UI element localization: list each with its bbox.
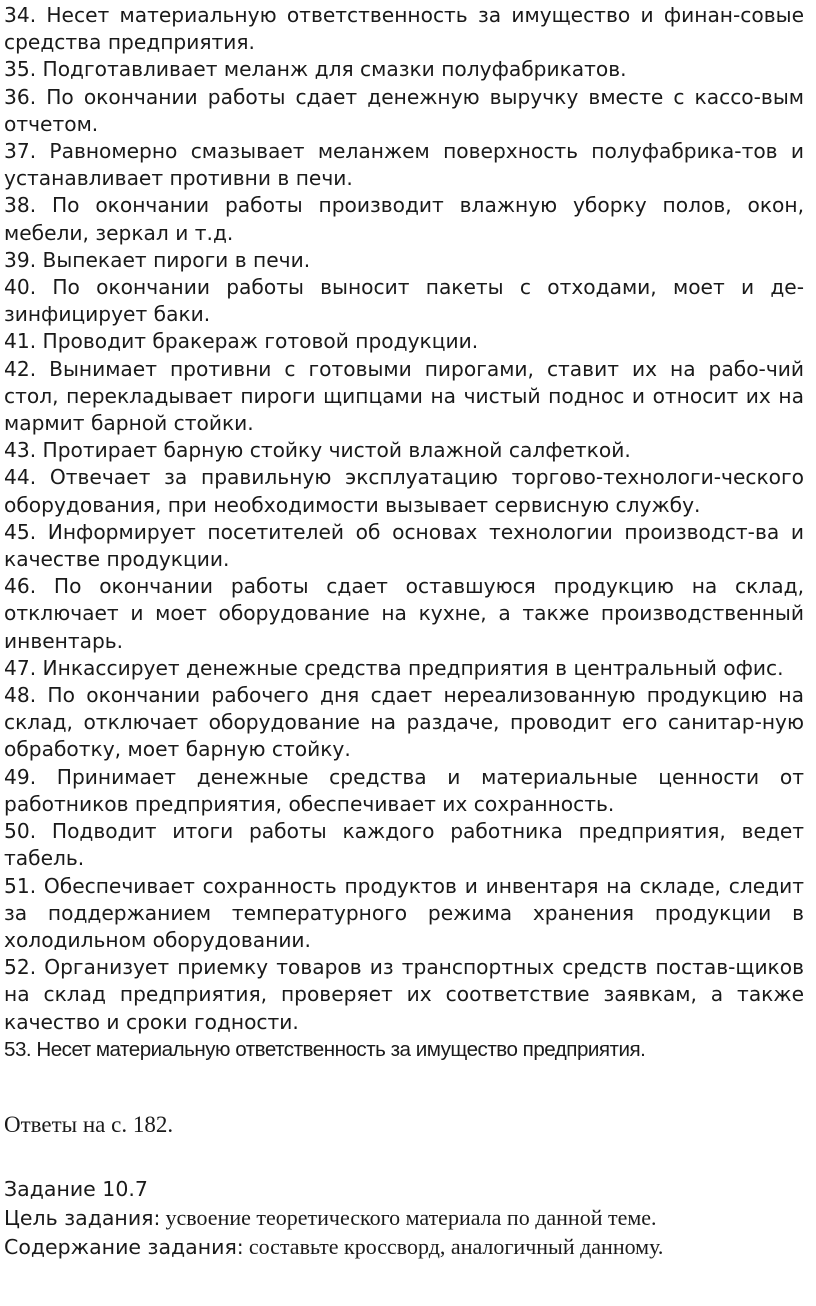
task-content-label: Содержание задания: bbox=[4, 1235, 244, 1259]
list-item: 36. По окончании работы сдает денежную выручку вместе с кассо-вым отчетом. bbox=[4, 84, 804, 136]
task-title: Задание 10.7 bbox=[4, 1177, 148, 1201]
list-item: 34. Несет материальную ответственность за имущество и финан-совые средства предприятия. bbox=[4, 3, 804, 55]
task-content-text: составьте кроссворд, аналогичный данному. bbox=[248, 1234, 664, 1259]
list-item: 40. По окончании работы выносит пакеты с отходами, моет и де-зинфицирует баки. bbox=[4, 275, 804, 327]
list-item: 45. Информирует посетителей об основах технологии производст-ва и качестве продукции. bbox=[4, 519, 804, 572]
list-item: 53. Несет материальную ответственность за имущество предприятия. bbox=[4, 1037, 646, 1061]
list-item: 37. Равномерно смазывает меланжем поверхность полуфабрика-тов и устанавливает противни в печи. bbox=[4, 139, 804, 191]
list-item: 50. Подводит итоги работы каждого работника предприятия, ведет табель. bbox=[4, 819, 804, 871]
list-item: 51. Обеспечивает сохранность продуктов и инвентаря на складе, следит за поддержанием температурного режима хранения продукции в холодильном оборудовании. bbox=[4, 873, 804, 952]
task-block bbox=[4, 1175, 804, 1263]
list-item: 43. Протирает барную стойку чистой влажной салфеткой. bbox=[4, 438, 631, 463]
answers-reference: Ответы на с. 182. bbox=[4, 1112, 174, 1137]
list-item: 38. По окончании работы производит влажную уборку полов, окон, мебели, зеркал и т.д. bbox=[4, 193, 804, 245]
task-goal bbox=[4, 1204, 804, 1234]
list-item: 39. Выпекает пироги в печи. bbox=[4, 247, 311, 272]
list-item: 47. Инкассирует денежные средства предприятия в центральный офис. bbox=[4, 655, 784, 680]
list-item: 44. Отвечает за правильную эксплуатацию торгово-технологи-ческого оборудования, при необходимости вызывает сервисную службу. bbox=[4, 465, 804, 517]
list-item: 35. Подготавливает меланж для смазки полуфабрикатов. bbox=[4, 57, 627, 82]
list-item: 46. По окончании работы сдает оставшуюся продукцию на склад, отключает и моет оборудование на кухне, а также производственный инвентарь. bbox=[4, 574, 804, 653]
list-item: 48. По окончании рабочего дня сдает нереализованную продукцию на склад, отключает оборудование на раздаче, проводит его санитар-ную обработку, моет барную стойку. bbox=[4, 683, 804, 762]
list-item: 52. Организует приемку товаров из транспортных средств постав-щиков на склад предприятия, проверяет их соответствие заявкам, а также качество и сроки годности. bbox=[4, 955, 804, 1034]
list-item: 41. Проводит бракераж готовой продукции. bbox=[4, 329, 479, 354]
duties-list bbox=[4, 2, 804, 1063]
task-content bbox=[4, 1233, 804, 1263]
list-item: 49. Принимает денежные средства и материальные ценности от работников предприятия, обеспечивает их сохранность. bbox=[4, 764, 804, 816]
list-item: 42. Вынимает противни с готовыми пирогами, ставит их на рабо-чий стол, перекладывает пироги щипцами на чистый поднос и относит их на мармит барной стойки. bbox=[4, 356, 804, 436]
task-goal-text: усвоение теоретического материала по данной теме. bbox=[165, 1204, 657, 1230]
task-goal-label: Цель задания: bbox=[4, 1205, 161, 1230]
